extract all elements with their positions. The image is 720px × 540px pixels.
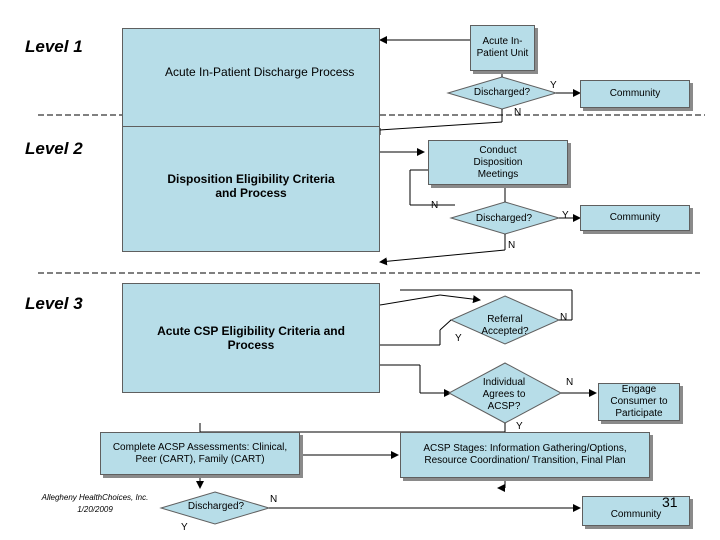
level1-community-label: Community xyxy=(609,88,661,99)
agrees-no-label: N xyxy=(566,377,574,388)
referral-no-label: N xyxy=(560,312,568,323)
engage-consumer-box[interactable] xyxy=(598,383,680,421)
level2-no-label: N xyxy=(508,240,516,251)
level3-community-label: Community xyxy=(610,509,662,520)
referral-accepted-label: Referral Accepted? xyxy=(481,314,529,337)
acsp-stages-box[interactable] xyxy=(400,432,650,478)
level2-decision-label: Discharged? xyxy=(475,213,533,224)
level1-process-label: Acute In-Patient Discharge Process xyxy=(165,65,355,79)
level2-process-label: Disposition Eligibility Criteria and Process xyxy=(167,172,335,200)
final-yes-label: Y xyxy=(181,522,188,533)
engage-consumer-label: Engage Consumer to Participate xyxy=(610,384,668,419)
acsp-assessments-label: Complete ACSP Assessments: Clinical, Peer (CART), Family (CART) xyxy=(112,441,288,465)
final-decision-label: Discharged? xyxy=(187,501,245,512)
level2-community-label: Community xyxy=(609,212,661,223)
level2-yes-label: Y xyxy=(562,210,569,221)
level1-community-box[interactable] xyxy=(580,80,690,108)
level1-yes-label: Y xyxy=(550,80,557,91)
level1-decision-label: Discharged? xyxy=(473,87,531,98)
individual-agrees-label: Individual Agrees to ACSP? xyxy=(482,377,526,412)
agrees-yes-label: Y xyxy=(516,421,523,432)
footer-date: 1/20/2009 xyxy=(77,505,113,514)
level2-process-box[interactable] xyxy=(122,126,380,252)
level1-process-box[interactable] xyxy=(122,28,380,128)
level-2-label: Level 2 xyxy=(25,139,83,158)
footer-org: Allegheny HealthChoices, Inc. xyxy=(41,493,149,502)
level2-community-box[interactable] xyxy=(580,205,690,231)
page-number: 31 xyxy=(662,494,678,510)
disposition-meetings-label: Conduct Disposition Meetings xyxy=(473,144,523,180)
referral-yes-label: Y xyxy=(455,333,462,344)
level1-no-label: N xyxy=(514,107,522,118)
acute-inpatient-unit-label: Acute In-Patient Unit xyxy=(476,36,529,59)
disposition-meetings-box[interactable] xyxy=(428,140,568,185)
level2-no-loop-label: N xyxy=(431,200,439,211)
acsp-assessments-box[interactable] xyxy=(100,432,300,475)
final-no-label: N xyxy=(270,494,278,505)
level3-process-label: Acute CSP Eligibility Criteria and Process xyxy=(157,324,345,352)
level-3-label: Level 3 xyxy=(25,294,83,313)
acute-inpatient-unit-box[interactable] xyxy=(470,25,535,71)
level-1-label: Level 1 xyxy=(25,37,83,56)
level3-process-box[interactable] xyxy=(122,283,380,393)
acsp-stages-label: ACSP Stages: Information Gathering/Options, Resource Coordination/ Transition, Final Plan xyxy=(423,443,627,466)
